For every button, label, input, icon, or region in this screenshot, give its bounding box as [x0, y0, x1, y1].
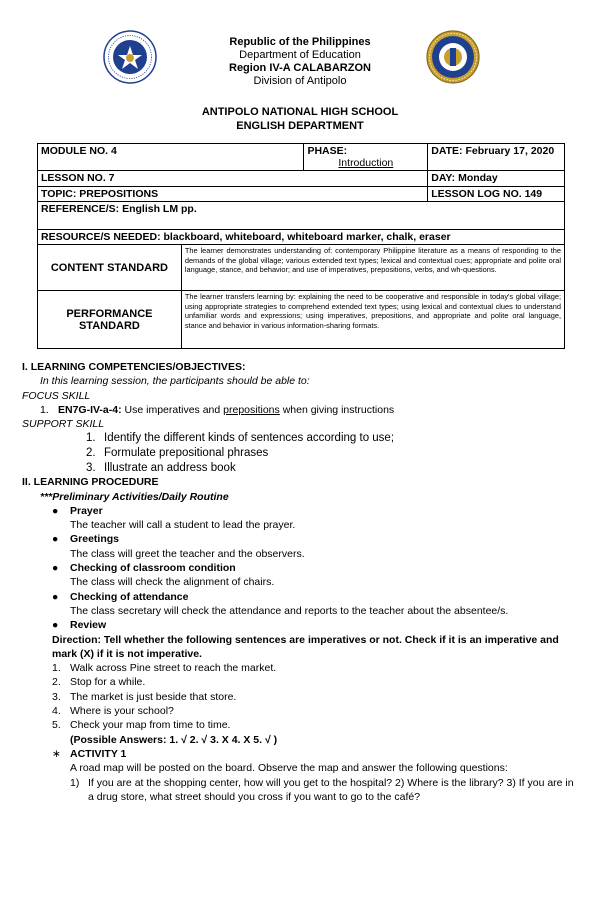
review-sentence: 5. Check your map from time to time.: [52, 719, 231, 732]
preliminary-activities: ***Preliminary Activities/Daily Routine: [40, 490, 229, 503]
focus-skill-code: EN7G-IV-a-4:: [58, 403, 122, 416]
module-info-table: [37, 143, 565, 349]
header-republic: Republic of the Philippines: [229, 36, 371, 48]
performance-standard-label: PERFORMANCE STANDARD: [38, 291, 182, 349]
support-skill-item: 2. Formulate prepositional phrases: [86, 447, 269, 460]
routine-text: The teacher will call a student to lead the prayer.: [70, 519, 296, 532]
header-division: Division of Antipolo: [253, 75, 347, 87]
phase-label: PHASE:: [307, 145, 348, 157]
activity-item: ∗ ACTIVITY 1: [52, 747, 127, 760]
focus-skill-label: FOCUS SKILL: [22, 389, 91, 402]
header-department: Department of Education: [239, 49, 361, 61]
day-cell: DAY: Monday: [428, 171, 565, 187]
routine-text: The class secretary will check the attendance and reports to the teacher about the absentee/s.: [70, 604, 509, 617]
review-direction: Direction: Tell whether the following sentences are imperatives or not. Check if it is an imperative and mark (X) if it is not imperative.: [52, 633, 559, 660]
module-number: MODULE NO. 4: [38, 144, 304, 171]
routine-text: The class will greet the teacher and the observers.: [70, 547, 305, 560]
lesson-number: LESSON NO. 7: [38, 171, 428, 187]
school-name: ANTIPOLO NATIONAL HIGH SCHOOL: [201, 106, 399, 118]
topic-cell: TOPIC: PREPOSITIONS: [38, 187, 428, 202]
performance-standard-text: The learner transfers learning by: explaining the need to be cooperative and responsible in today's global village; using appropriate strategies to comprehend extended text types; using lexical and contextual clues to understand unfamiliar words and expressions; using imperatives, prepositions, and appropriate and polite oral language, stance and behavior in various information-sharing formats.: [181, 291, 564, 349]
routine-text: The class will check the alignment of chairs.: [70, 576, 275, 589]
content-standard-label: CONTENT STANDARD: [38, 245, 182, 291]
support-skill-item: 1. Identify the different kinds of sentences according to use;: [86, 432, 395, 445]
routine-item: ● Greetings: [52, 533, 120, 546]
focus-skill-item: [22, 403, 578, 417]
section-1-intro: In this learning session, the participants should be able to:: [40, 375, 310, 388]
support-skill-label: SUPPORT SKILL: [22, 418, 105, 431]
document-header: [0, 36, 600, 88]
school-title: [0, 105, 600, 133]
activity-question: 1) If you are at the shopping center, how will you get to the hospital? 2) Where is the library? 3) If you are in a drug store, what street should you cross if you want to go to the café?: [70, 776, 574, 803]
focus-skill-text-a: Use imperatives and: [121, 403, 224, 416]
reference-cell: REFERENCE/S: English LM pp.: [38, 202, 565, 230]
review-sentence: 3. The market is just beside that store.: [52, 690, 237, 703]
focus-skill-underlined: prepositions: [223, 403, 280, 416]
resources-cell: RESOURCE/S NEEDED: blackboard, whiteboard, whiteboard marker, chalk, eraser: [38, 230, 565, 245]
review-list: [22, 661, 578, 747]
possible-answers: (Possible Answers: 1. √ 2. √ 3. X 4. X 5. √ ): [70, 733, 278, 746]
support-skill-list: [22, 431, 578, 475]
section-1-title: I. LEARNING COMPETENCIES/OBJECTIVES:: [22, 361, 246, 373]
phase-value: Introduction: [338, 157, 394, 169]
review-sentence: 2. Stop for a while.: [52, 676, 146, 689]
routine-item: ● Prayer: [52, 504, 103, 517]
routine-item: ● Checking of classroom condition: [52, 562, 236, 575]
focus-skill-text-b: when giving instructions: [279, 403, 395, 416]
lesson-body: [22, 360, 578, 804]
section-2-title: II. LEARNING PROCEDURE: [22, 476, 159, 489]
phase-cell: [304, 144, 428, 171]
focus-skill-number: 1.: [40, 403, 49, 416]
content-standard-text: The learner demonstrates understanding of: contemporary Philippine literature as a means of responding to the demands of the global village; various extended text types; lexical and contextual cues; appropriate and polite oral language, stance, and behavior; and use of imperatives, prepositions, verbs, and wh-questions.: [181, 245, 564, 291]
lesson-log-cell: LESSON LOG NO. 149: [428, 187, 565, 202]
support-skill-item: 3. Illustrate an address book: [86, 461, 236, 474]
review-sentence: 1. Walk across Pine street to reach the market.: [52, 662, 277, 675]
review-item: ● Review: [52, 619, 107, 632]
review-sentence: 4. Where is your school?: [52, 705, 174, 718]
header-region: Region IV-A CALABARZON: [229, 62, 371, 74]
routine-item: ● Checking of attendance: [52, 590, 189, 603]
activity-text: A road map will be posted on the board. Observe the map and answer the following questions:: [70, 762, 508, 775]
school-department: ENGLISH DEPARTMENT: [236, 120, 364, 132]
date-cell: DATE: February 17, 2020: [428, 144, 565, 171]
